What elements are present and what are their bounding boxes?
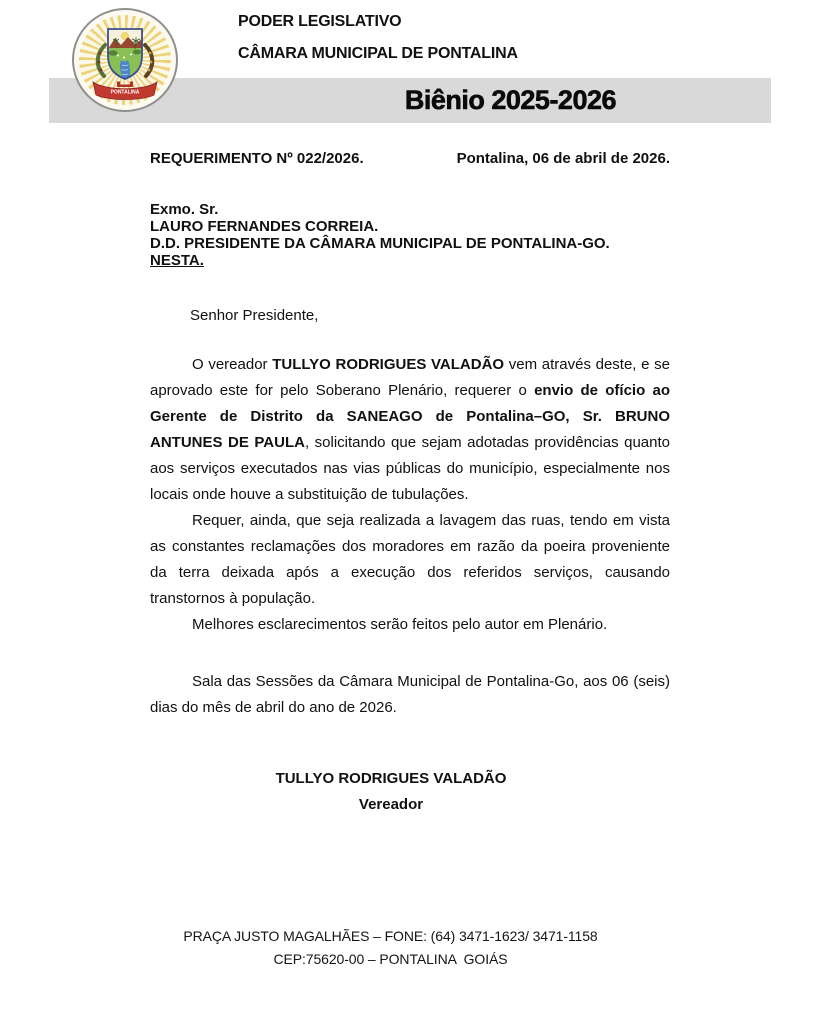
document-meta-row [150,150,670,167]
footer-address [0,925,819,971]
biennium-label: Biênio 2025-2026 [404,85,616,115]
addressee-title: D.D. PRESIDENTE DA CÂMARA MUNICIPAL DE PONTALINA-GO. [150,235,610,252]
addressee-block [150,201,670,269]
footer-line1: PRAÇA JUSTO MAGALHÃES – FONE: (64) 3471-1623/ 3471-1158 [183,928,598,944]
paragraph-washing: Requer, ainda, que seja realizada a lavagem das ruas, tendo em vista as constantes reclamações dos moradores em razão da poeira proveniente da terra deixada após a execução dos referidos serviços, causando transtornos à população. [150,512,670,607]
author-name-inline: TULLYO RODRIGUES VALADÃO [272,356,505,373]
signature-block [150,766,670,818]
paragraph-clarifications: Melhores esclarecimentos serão feitos pelo autor em Plenário. [192,616,608,633]
org-name-line1: PODER LEGISLATIVO [238,13,402,30]
addressee-salute: Exmo. Sr. [150,201,219,218]
paragraph-closing: Sala das Sessões da Câmara Municipal de Pontalina-Go, aos 06 (seis) dias do mês de abril do ano de 2026. [150,673,670,716]
paragraph-request: O vereador TULLYO RODRIGUES VALADÃO vem através deste, e se aprovado este for pelo Soberano Plenário, requerer o envio de ofício ao Gerente de Distrito da SANEAGO de Pontalina–GO, Sr. BRUNO ANTUNES DE PAULA, solicitando que sejam adotadas providências quanto aos serviços executados nas vias públicas do município, especialmente nos locais onde houve a substituição de tubulações. [150,356,670,503]
red-bridge [117,82,133,88]
salutation: Senhor Presidente, [190,307,319,324]
request-target-inline: envio de ofício ao Gerente de Distrito da SANEAGO de Pontalina–GO, Sr. BRUNO ANTUNES DE PAULA [150,382,670,451]
dateline: Pontalina, 06 de abril de 2026. [456,150,670,167]
coat-of-arms-logo [72,8,178,112]
signer-name: TULLYO RODRIGUES VALADÃO [275,770,507,787]
org-name-line2: CÂMARA MUNICIPAL DE PONTALINA [238,45,518,62]
coat-of-arms-crest [72,8,178,112]
body-paragraphs [150,352,670,721]
addressee-place: NESTA. [150,252,204,269]
signer-role: Vereador [358,796,424,813]
document-number: REQUERIMENTO Nº 022/2026. [150,150,364,167]
footer-line2: CEP:75620-00 – PONTALINA GOIÁS [273,951,508,967]
addressee-name: LAURO FERNANDES CORREIA. [150,218,379,235]
logo-ribbon-text: PONTALINA [110,89,140,96]
